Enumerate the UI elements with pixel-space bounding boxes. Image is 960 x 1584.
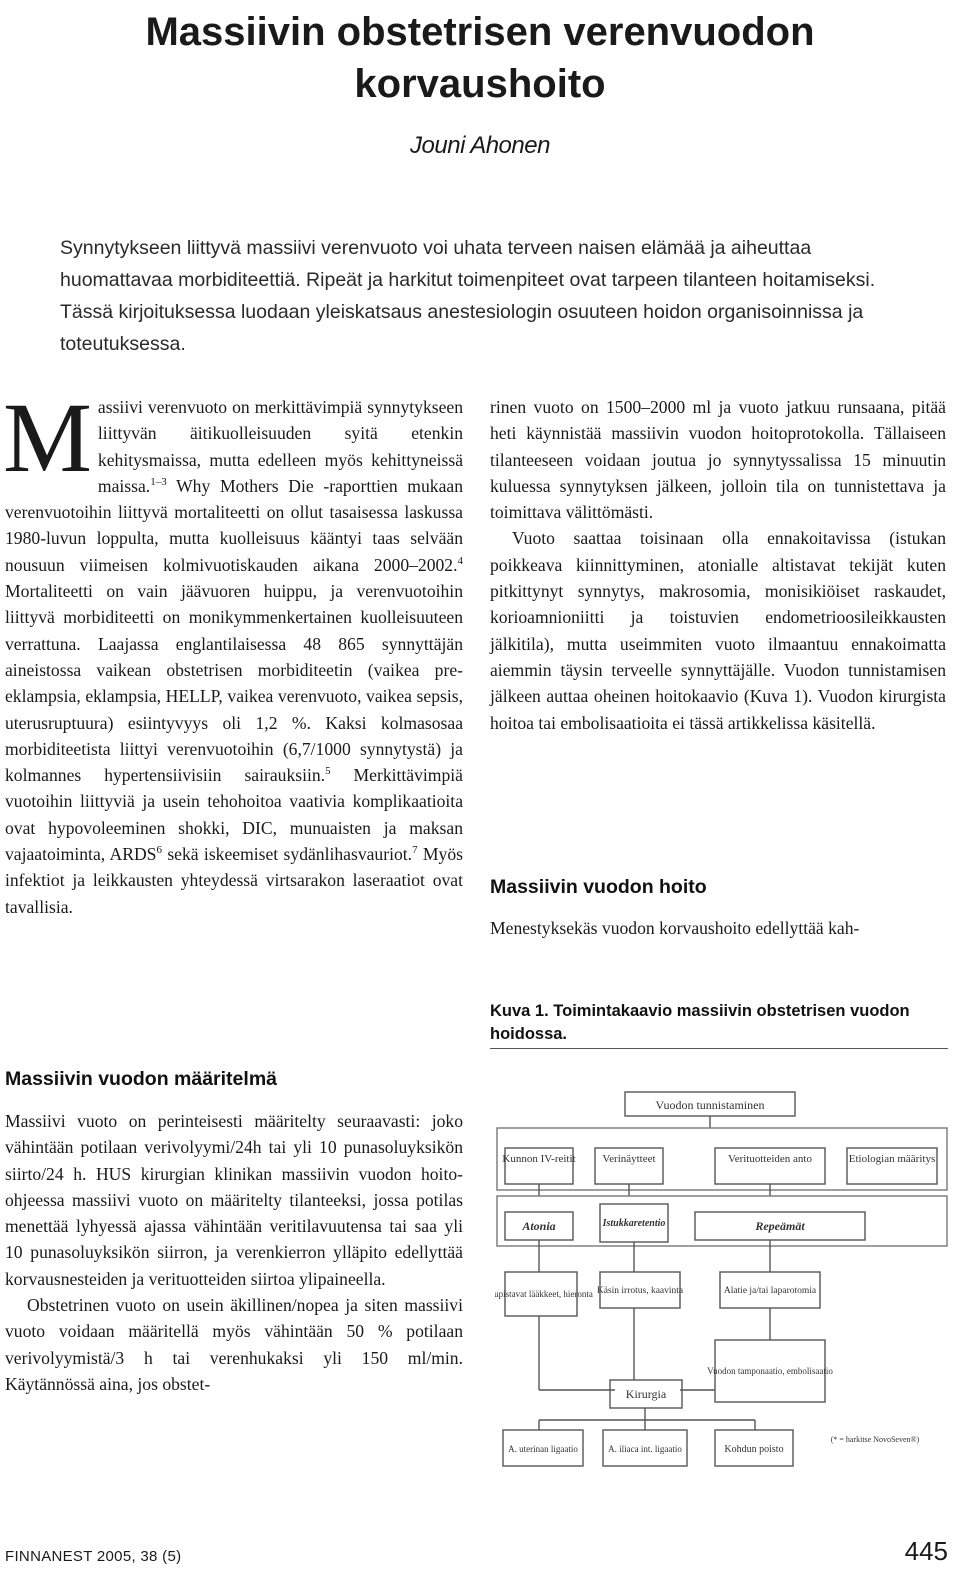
left-column [3,382,463,920]
intro-paragraph: Massiivi verenvuoto on merkittävimpiä synnytykseen liittyvän äitikuolleisuuden syitä etenkin kehitysmaissa, mutta edelleen myös kehittyneissä maissa.$^{1-3}$ Why Mothers Die -raporttien mukaan verenvuotoihin liittyvä mortaliteetti on ollut tasaisessa laskussa 1980-luvun loppulta, mutta kuolleisuus kääntyi taas selvään nousuun viimeisen kolmivuotiskauden aikana 2000–2002.$^4$ Mortaliteetti on vain jäävuoren huippu, ja verenvuotoihin liittyvä morbiditeetti on monikymmenkertainen kuolleisuuteen verrattuna. Laajassa englantilaisessa 48 865 synnyttäjän aineistossa vaikean obstetrisen morbiditeetin (vaikea pre-eklampsia, eklampsia, HELLP, vaikea verenvuoto, vaikea sepsis, uterusruptuura) esiintyvyys oli 1,2 %. Kaksi kolmasosaa morbiditeetista liittyi verenvuotoihin (6,7/1000 synnytystä) ja kolmannes hypertensiivisiin sairauksiin.$^5$ Merkittävimpiä vuotoihin liittyviä ja usein tehohoitoa vaativia komplikaatioita ovat hypovoleeminen shokki, DIC, munuaisten ja maksan vajaatoiminta, ARDS$^6$ sekä iskeemiset sydänlihasvauriot.$^7$ Myös infektiot ja leikkausten yhteydessä virtsarakon laseraatiot ovat tavallisia. [3,382,463,917]
label-blood-products: Verituotteiden anto [727,1153,813,1165]
article-title [0,6,960,110]
label-atony: Atonia [522,1219,556,1233]
prediction-paragraph: Vuoto saattaa toisinaan olla ennakoitavissa (istukan poikkeava kiinnittyminen, atonialle altistavat tekijät kuten pitkittynyt synnytys, makrosomia, monisikiöiset raskaudet, korioamnioniitti ja toistuvien endometrioosileikkausten jälkitila), mutta useimmiten vuoto ilmaantuu ennakoimatta aiemmin täysin terveelle synnyttäjälle. Vuodon tunnistamisen jälkeen auttaa oheinen hoitokaavio (Kuva 1). Vuodon kirurgista hoitoa tai embolisaatioita ei tässä artikkelissa käsitellä. [490,528,946,733]
label-tamponade: Vuodon tamponaatio, embolisaatio [707,1366,833,1376]
protocol-paragraph: rinen vuoto on 1500–2000 ml ja vuoto jatkuu runsaana, pitää heti käynnistää massiivin vuodon hoitoprotokolla. Tällaiseen tilanteeseen voidaan joutua jo synnytyssalissa 15 minuutin kuluessa synnytyksen jälkeen, jolloin tila on tunnistettava ja toimittava välittömästi. [490,397,946,523]
label-etiology: Etiologian määritys [848,1153,936,1165]
flowchart-svg [495,1090,950,1470]
label-manual-removal: Käsin irrotus, kaavinta [596,1286,684,1296]
drop-cap: M [3,382,92,493]
label-novoseven-note: (* = harkitse NovoSeven®) [830,1435,920,1444]
label-uterine-ligation: A. uterinan ligaatio [508,1444,578,1454]
figure-caption: Kuva 1. Toimintakaavio massiivin obstetrisen vuodon hoidossa. [490,1002,910,1043]
label-blood-samples: Verinäytteet [602,1153,656,1165]
label-iv-lines: Kunnon IV-reitit [502,1153,576,1165]
label-surgery: Kirurgia [625,1387,667,1401]
abstract-text: Synnytykseen liittyvä massiivi verenvuoto voi uhata terveen naisen elämää ja aiheuttaa huomattavaa morbiditeettiä. Ripeät ja harkitut toimenpiteet ovat tarpeen tilanteen hoitamiseksi. Tässä kirjoituksessa luodaan yleiskatsaus anestesiologin osuuteen hoidon organisoinnissa ja toteutuksessa. [60,237,876,355]
label-uterotonics: Supistavat lääkkeet, hieronta [495,1289,593,1299]
journal-reference: FINNANEST 2005, 38 (5) [5,1548,182,1565]
treatment-paragraph: Menestyksekäs vuodon korvaushoito edellyttää kah- [490,918,860,938]
flowchart-figure [495,1090,950,1470]
section-heading-definition: Massiivin vuodon määritelmä [5,1068,278,1090]
page-number: 445 [904,1536,948,1566]
label-lacerations: Repeämät [755,1219,805,1233]
title-line-1: Massiivin obstetrisen verenvuodon [145,10,815,54]
right-column [490,394,946,736]
label-retention: Istukkaretentio [602,1218,666,1229]
title-line-2: korvaushoito [354,62,606,106]
obstetric-paragraph: Obstetrinen vuoto on usein äkillinen/nopea ja siten massiivi vuoto voidaan määritellä myös vähintään 50 % potilaan verivolyymistä/3 h tai verenhukaksi yli 150 ml/min. Käytännössä aina, jos obstet- [5,1295,463,1394]
label-laparotomy: Alatie ja/tai laparotomia [723,1286,817,1296]
label-iliac-ligation: A. iliaca int. ligaatio [608,1444,682,1454]
label-recognition: Vuodon tunnistaminen [655,1098,765,1112]
definition-paragraph: Massiivi vuoto on perinteisesti määritelty seuraavasti: joko vähintään potilaan verivolyymi/24h tai yli 10 punasoluyksikön siirto/24 h. HUS kirurgian klinikan massiivin vuodon hoito-ohjeessa massiivi vuoto on määritelty tilanteeksi, jossa potilas menettää lyhyessä ajassa vähintään veritilavuutensa tai saa yli 10 punasoluyksikön siirron, ja verenkierron ylläpito edellyttää korvausnesteiden ja verituotteiden siirtoa ylipaineella. [5,1111,463,1289]
caption-divider [490,1048,948,1049]
definition-section [5,1108,463,1397]
label-hysterectomy: Kohdun poisto [724,1444,784,1455]
abstract [60,232,890,360]
section-heading-treatment: Massiivin vuodon hoito [490,876,707,898]
author: Jouni Ahonen [410,132,550,159]
